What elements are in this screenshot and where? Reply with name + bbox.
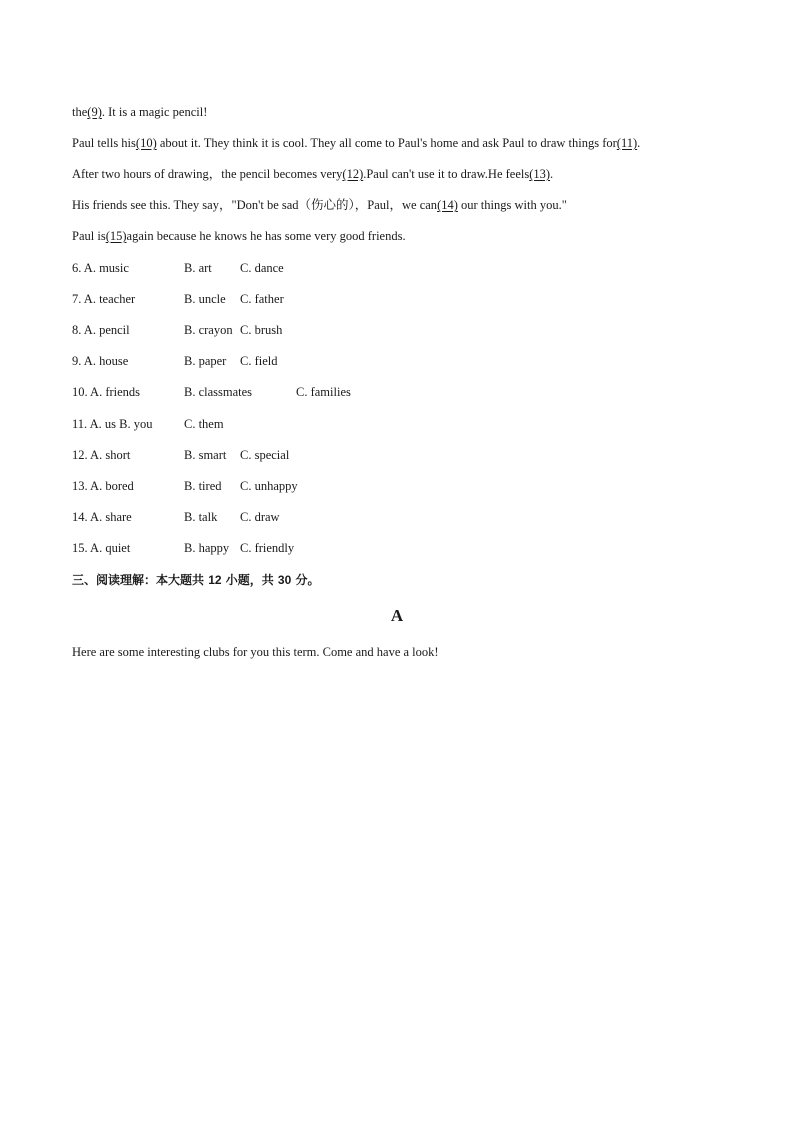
option-c: C. draw: [240, 510, 280, 524]
section-heading-mid: 小题，共: [221, 573, 278, 587]
blank-13: (13): [529, 167, 551, 181]
option-a: 15. A. quiet: [72, 541, 131, 555]
option-c: C. dance: [240, 261, 284, 275]
section-heading-prefix: 三、阅读理解：本大题共: [72, 573, 209, 587]
passage-text: Paul tells his: [72, 136, 136, 150]
passage-text: .Paul can't use it to draw.He feels: [363, 167, 530, 181]
option-b: B. happy: [184, 541, 230, 555]
score-total: 30: [277, 573, 292, 587]
option-c: C. unhappy: [240, 479, 298, 493]
passage-text: the: [72, 105, 88, 119]
passage-line-10-11: [72, 135, 640, 151]
option-a: 10. A. friends: [72, 385, 141, 399]
option-c: C. field: [240, 354, 278, 368]
option-c: C. them: [184, 417, 224, 431]
option-a: 12. A. short: [72, 448, 131, 462]
option-a: 13. A. bored: [72, 479, 134, 493]
passage-text: . It is a magic pencil!: [101, 105, 208, 119]
reading-intro: Here are some interesting clubs for you this term. Come and have a look!: [72, 645, 439, 659]
passage-text: again because he knows he has some very good friends.: [126, 229, 406, 243]
option-c: C. special: [240, 448, 290, 462]
passage-line-12-13: [72, 166, 553, 182]
option-a: 14. A. share: [72, 510, 132, 524]
option-a: 11. A. us B. you: [72, 417, 153, 431]
blank-12: (12): [342, 167, 364, 181]
option-c: C. friendly: [240, 541, 295, 555]
passage-line-15: [72, 228, 406, 244]
passage-text: Paul is: [72, 229, 106, 243]
passage-line-9: [72, 104, 207, 120]
passage-text: .: [550, 167, 554, 181]
option-a: 7. A. teacher: [72, 292, 136, 306]
section-heading-reading: [72, 572, 319, 588]
option-b: B. paper: [184, 354, 227, 368]
passage-text: about it. They think it is cool. They all come to Paul's home and ask Paul to draw things for: [156, 136, 617, 150]
option-c: C. families: [296, 385, 351, 399]
reading-title: A: [390, 606, 404, 625]
blank-14: (14): [437, 198, 458, 212]
option-a: 8. A. pencil: [72, 323, 130, 337]
passage-text: His friends see this. They say，"Don't be sad（伤心的），Paul，we can: [72, 198, 438, 212]
question-count: 12: [208, 573, 222, 587]
option-c: C. brush: [240, 323, 283, 337]
passage-text: .: [637, 136, 641, 150]
passage-text: After two hours of drawing，the pencil becomes very: [72, 167, 343, 181]
option-b: B. tired: [184, 479, 222, 493]
blank-9: (9): [87, 105, 102, 119]
option-a: 9. A. house: [72, 354, 129, 368]
option-b: B. crayon: [184, 323, 233, 337]
passage-line-14: [72, 197, 567, 213]
option-b: B. uncle: [184, 292, 226, 306]
blank-11: (11): [616, 136, 638, 150]
option-b: B. art: [184, 261, 212, 275]
option-c: C. father: [240, 292, 284, 306]
blank-10: (10): [135, 136, 157, 150]
passage-text: our things with you.": [457, 198, 567, 212]
option-b: B. talk: [184, 510, 218, 524]
blank-15: (15): [105, 229, 127, 243]
option-b: B. smart: [184, 448, 227, 462]
option-b: B. classmates: [184, 385, 253, 399]
section-heading-suffix: 分。: [291, 573, 320, 587]
option-a: 6. A. music: [72, 261, 129, 275]
